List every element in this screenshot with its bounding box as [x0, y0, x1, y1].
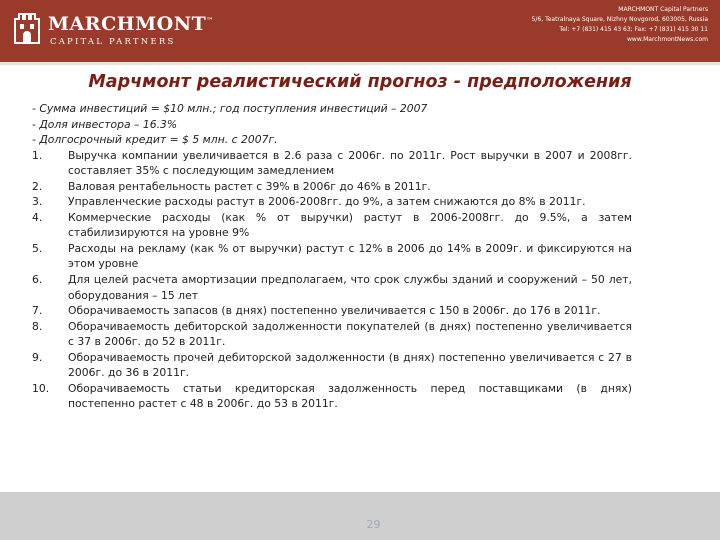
header-divider: [0, 62, 720, 65]
header-bar: [0, 0, 720, 62]
item-text: Оборачиваемость статьи кредиторская задолженность перед поставщиками (в днях) постепенно растет с 48 в 2006г. до 53 в 2011г.: [68, 381, 632, 411]
list-item: [32, 210, 632, 241]
item-number: 7.: [32, 304, 43, 318]
footer-bar: [0, 492, 720, 540]
list-item: [32, 272, 632, 303]
page-number: 29: [366, 518, 381, 531]
list-item: [32, 194, 632, 210]
brand-name: MARCHMONT™: [48, 13, 214, 35]
item-text: Управленческие расходы растут в 2006-2008гг. до 9%, а затем снижаются до 8% в 2011г.: [68, 195, 586, 209]
assumption-line: - Доля инвестора – 16.3%: [32, 117, 178, 131]
slide-body: [32, 101, 632, 412]
item-number: 8.: [32, 319, 43, 333]
list-item: [32, 381, 632, 412]
item-number: 6.: [32, 273, 43, 287]
item-number: 5.: [32, 241, 43, 255]
list-item: [32, 350, 632, 381]
item-text: Расходы на рекламу (как % от выручки) растут с 12% в 2006 до 14% в 2009г. и фиксируются на этом уровне: [68, 241, 632, 271]
castle-logo-icon: [14, 12, 40, 44]
brand-subtitle: CAPITAL PARTNERS: [50, 37, 176, 47]
list-item: [32, 241, 632, 272]
item-text: Валовая рентабельность растет с 39% в 2006г до 46% в 2011г.: [68, 179, 431, 193]
item-number: 9.: [32, 350, 43, 364]
contact-line: www.MarchmontNews.com: [627, 36, 708, 43]
item-text: Для целей расчета амортизации предполагаем, что срок службы зданий и сооружений – 50 лет, оборудования – 15 лет: [68, 273, 632, 302]
item-text: Коммерческие расходы (как % от выручки) растут в 2006-2008гг. до 9.5%, а затем стабилизируются на уровне 9%: [68, 210, 632, 240]
item-number: 4.: [32, 210, 43, 224]
item-text: Оборачиваемость запасов (в днях) постепенно увеличивается с 150 в 2006г. до 176 в 2011г.: [68, 304, 601, 318]
list-item: [32, 148, 632, 179]
item-text: Оборачиваемость дебиторской задолженности покупателей (в днях) постепенно увеличивается с 37 в 2006г. до 52 в 2011г.: [68, 319, 632, 349]
assumption-line: - Долгосрочный кредит = $ 5 млн. с 2007г.: [32, 133, 278, 147]
contact-line: 5/6, Teatralnaya Square, Nizhny Novgorod, 603005, Russia: [531, 16, 708, 23]
contact-line: Tel: +7 (831) 415 43 63; Fax: +7 (831) 415 30 11: [559, 26, 708, 33]
slide-title: Марчмонт реалистический прогноз - предположения: [88, 72, 632, 92]
list-item: [32, 303, 632, 319]
assumption-line: - Сумма инвестиций = $10 млн.; год поступления инвестиций – 2007: [32, 102, 428, 115]
item-text: Оборачиваемость прочей дебиторской задолженности (в днях) постепенно увеличивается с 27 в 2006г. до 36 в 2011г.: [68, 350, 632, 380]
contact-info: [532, 5, 708, 45]
list-item: [32, 319, 632, 350]
item-number: 2.: [32, 179, 43, 193]
item-text: Выручка компании увеличивается в 2.6 раза с 2006г. по 2011г. Рост выручки в 2007 и 2008гг. составляет 35% с последующим замедлением: [68, 148, 632, 178]
contact-line: MARCHMONT Capital Partners: [618, 6, 708, 13]
item-number: 3.: [32, 195, 43, 209]
item-number: 1.: [32, 148, 43, 162]
list-item: [32, 179, 632, 195]
item-number: 10.: [32, 381, 50, 395]
